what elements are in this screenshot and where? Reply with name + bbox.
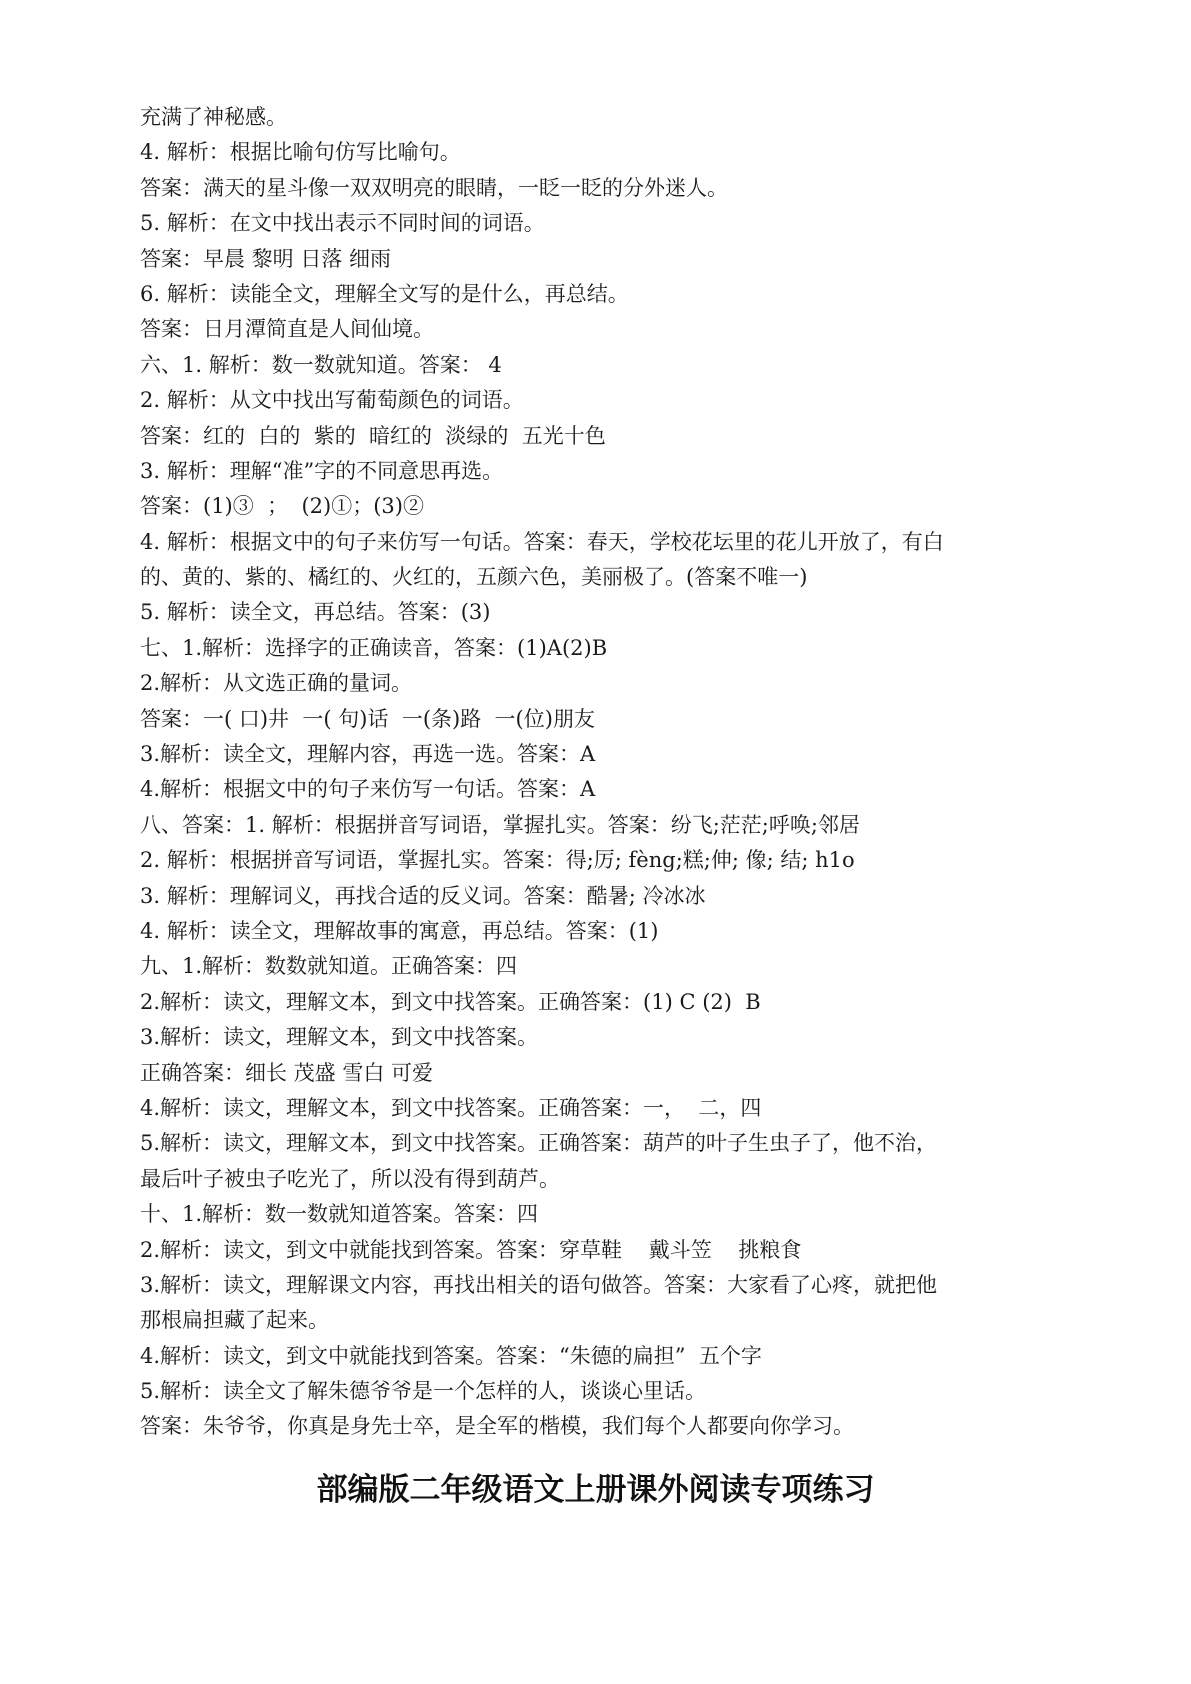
text-line: 2. 解析：从文中找出写葡萄颜色的词语。 (140, 388, 524, 413)
text-line: 正确答案：细长 茂盛 雪白 可爱 (140, 1060, 434, 1085)
text-line: 4. 解析：根据比喻句仿写比喻句。 (140, 140, 461, 165)
text-line: 九、1.解析：数数就知道。正确答案：四 (140, 954, 518, 979)
text-line: 4. 解析：读全文，理解故事的寓意，再总结。答案：(1) (140, 918, 659, 943)
text-line: 3. 解析：理解词义，再找合适的反义词。答案：酷暑; 冷冰冰 (140, 883, 706, 908)
text-line: 3.解析：读文，理解课文内容，再找出相关的语句做答。答案：大家看了心疼，就把他 (140, 1272, 938, 1297)
text-line: 六、1. 解析：数一数就知道。答案： 4 (140, 352, 502, 377)
text-line: 2. 解析：根据拼音写词语，掌握扎实。答案：得;厉; fèng;糕;伸; 像; 结; h1o (140, 848, 855, 873)
text-line: 答案：红的 白的 紫的 暗红的 淡绿的 五光十色 (140, 423, 606, 448)
text-line: 5.解析：读全文了解朱德爷爷是一个怎样的人，谈谈心里话。 (140, 1379, 707, 1404)
text-line: 充满了神秘感。 (140, 105, 287, 129)
text-line: 5. 解析：在文中找出表示不同时间的词语。 (140, 211, 545, 236)
text-line: 5. 解析：读全文，再总结。答案：(3) (140, 600, 491, 625)
text-line: 3.解析：读全文，理解内容，再选一选。答案：A (140, 742, 596, 767)
text-line: 2.解析：读文，到文中就能找到答案。答案：穿草鞋 戴斗笠 挑粮食 (140, 1237, 802, 1262)
text-line: 答案：满天的星斗像一双双明亮的眼睛，一眨一眨的分外迷人。 (140, 175, 728, 200)
text-line: 答案：早晨 黎明 日落 细雨 (140, 246, 392, 271)
text-line: 最后叶子被虫子吃光了，所以没有得到葫芦。 (140, 1166, 560, 1191)
text-line: 七、1.解析：选择字的正确读音，答案：(1)A(2)B (140, 635, 608, 660)
text-line: 答案：一( 口)井 一( 句)话 一(条)路 一(位)朋友 (140, 706, 595, 731)
section-title: 部编版二年级语文上册课外阅读专项练习 (316, 1472, 875, 1508)
text-line: 答案：朱爷爷，你真是身先士卒，是全军的楷模，我们每个人都要向你学习。 (140, 1414, 854, 1439)
text-line: 6. 解析：读能全文，理解全文写的是什么，再总结。 (140, 281, 629, 306)
text-line: 3. 解析：理解“准”字的不同意思再选。 (140, 458, 504, 483)
text-line: 答案：日月潭简直是人间仙境。 (140, 317, 434, 342)
text-line: 十、1.解析：数一数就知道答案。答案：四 (140, 1202, 539, 1227)
text-line: 那根扁担藏了起来。 (140, 1308, 329, 1333)
text-line: 4.解析：读文，理解文本，到文中找答案。正确答案：一， 二，四 (140, 1095, 762, 1120)
text-line: 2.解析：读文，理解文本，到文中找答案。正确答案：(1) C (2) B (140, 989, 761, 1014)
text-line: 答案：(1)③ ； (2)①；(3)② (140, 494, 424, 519)
text-line: 4.解析：读文，到文中就能找到答案。答案：“朱德的扁担” 五个字 (140, 1343, 762, 1368)
answer-key-text (140, 100, 1080, 1445)
text-line: 八、答案：1. 解析：根据拼音写词语，掌握扎实。答案：纷飞;茫茫;呼唤;邻居 (140, 812, 860, 837)
text-line: 4. 解析：根据文中的句子来仿写一句话。答案：春天，学校花坛里的花儿开放了，有白 (140, 529, 944, 554)
text-line: 4.解析：根据文中的句子来仿写一句话。答案：A (140, 777, 596, 802)
text-line: 5.解析：读文，理解文本，到文中找答案。正确答案：葫芦的叶子生虫子了，他不治， (140, 1131, 938, 1156)
text-line: 3.解析：读文，理解文本，到文中找答案。 (140, 1025, 539, 1050)
text-line: 2.解析：从文选正确的量词。 (140, 671, 413, 696)
text-line: 的、黄的、紫的、橘红的、火红的，五颜六色，美丽极了。(答案不唯一) (140, 565, 808, 590)
